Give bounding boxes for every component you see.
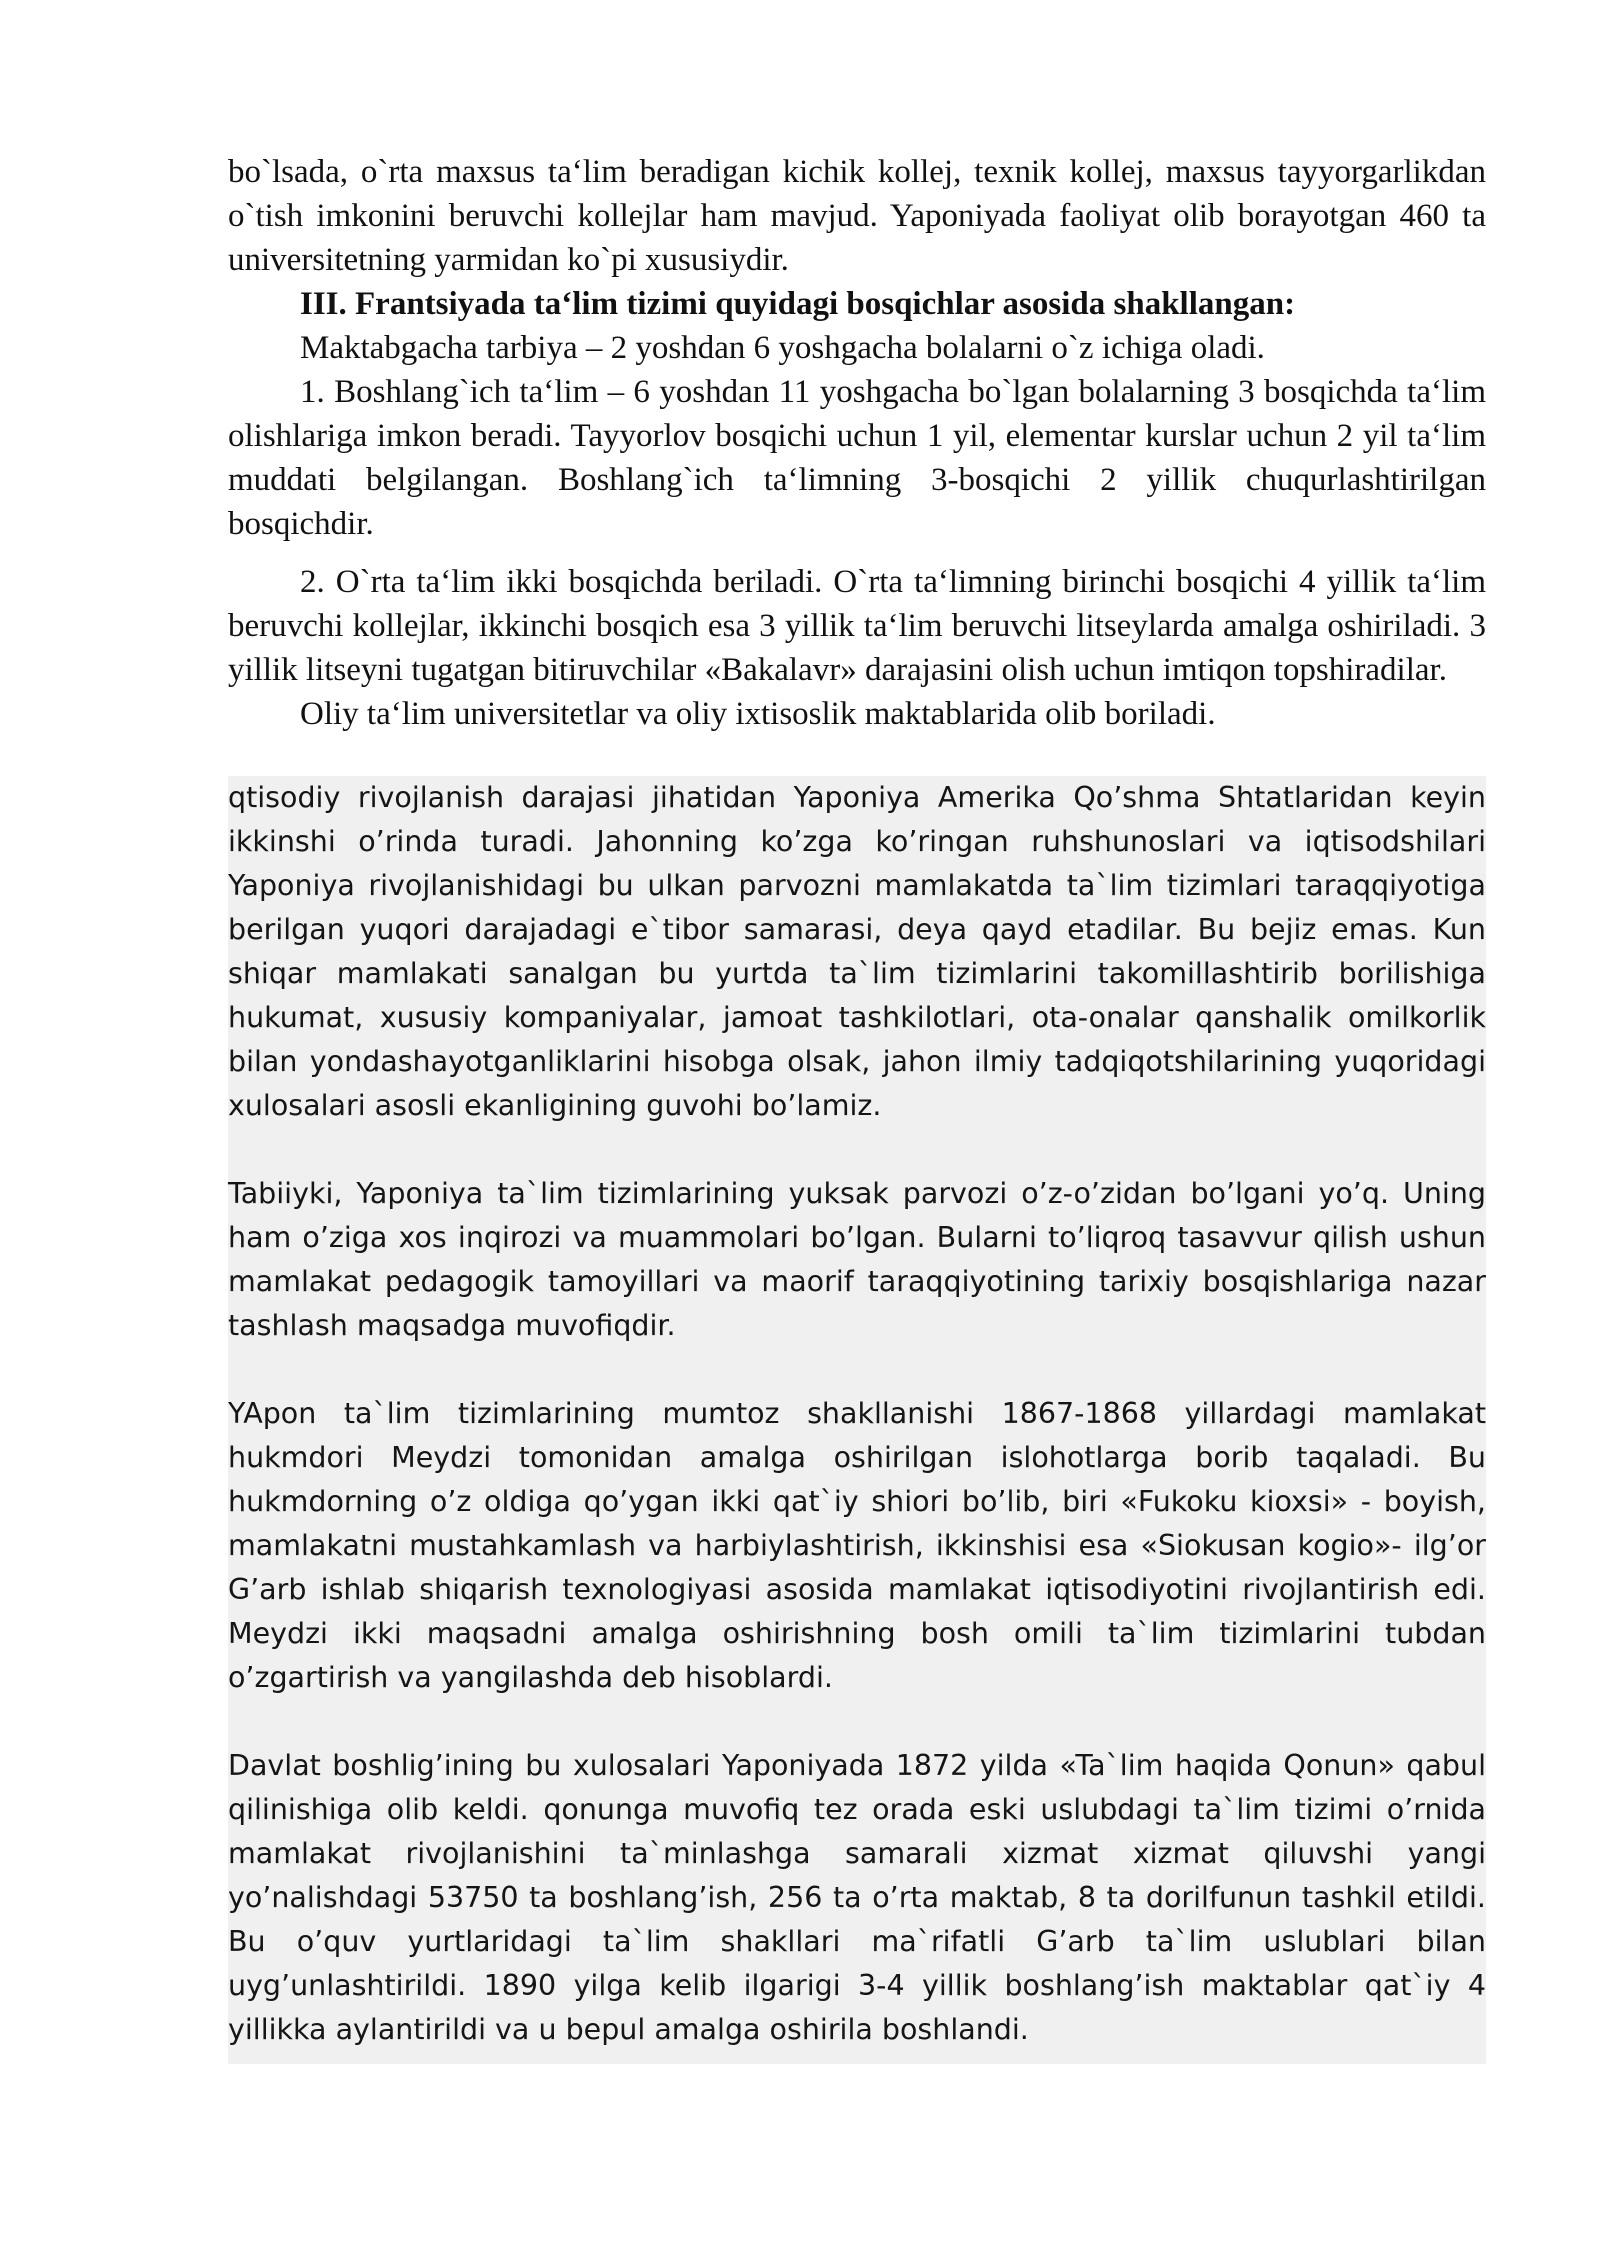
paragraph-secondary-education: 2. O`rta ta‘lim ikki bosqichda beriladi. O`rta ta‘limning birinchi bosqichi 4 yillik ta‘lim beruvchi kollejlar, ikkinchi bosqich esa 3 yillik ta‘lim beruvchi litseylarda amalga oshiriladi. 3 yillik litseyni tugatgan bitiruvchilar «Bakalavr» darajasini olish uchun imtiqon topshiradilar.: [228, 564, 1486, 688]
paragraph-meiji-reforms: YApon ta`lim tizimlarining mumtoz shakllanishi 1867-1868 yillardagi mamlakat hukmdori Meydzi tomonidan amalga oshirilgan islohotlarga borib taqaladi. Bu hukmdorning o’z oldiga qo’ygan ikki qat`iy shiori bo’lib, biri «Fukoku kioxsi» - boyish, mamlakatni mustahkamlash va harbiylashtirish, ikkinshisi esa «Siokusan kogio»- ilg’or G’arb ishlab shiqarish texnologiyasi asosida mamlakat iqtisodiyotini rivojlantirish edi. Meydzi ikki maqsadni amalga oshirishning bosh omili ta`lim tizimlarini tubdan o’zgartirish va yangilashda deb hisoblardi.: [228, 1397, 1486, 1694]
document-page: [228, 150, 1486, 2064]
paragraph-japan-crisis: Tabiiyki, Yaponiya ta`lim tizimlarining yuksak parvozi o’z-o’zidan bo’lgani yo’q. Uning ham o’ziga xos inqirozi va muammolari bo’lgan. Bularni to’liqroq tasavvur qilish ushun mamlakat pedagogik tamoyillari va maorif taraqqiyotining tarixiy bosqishlariga nazar tashlash maqsadga muvofiqdir.: [228, 1177, 1486, 1342]
section-heading-france: III. Frantsiyada ta‘lim tizimi quyidagi bosqichlar asosida shakllangan:: [300, 286, 1296, 322]
shaded-text-section: [228, 776, 1486, 2064]
paragraph-japan-economy: qtisodiy rivojlanish darajasi jihatidan Yaponiya Amerika Qo’shma Shtatlaridan keyin ikkinshi o’rinda turadi. Jahonning ko’zga ko’ringan ruhshunoslari va iqtisodshilari Yaponiya rivojlanishidagi bu ulkan parvozni mamlakatda ta`lim tizimlari taraqqiyotiga berilgan yuqori darajadagi e`tibor samarasi, deya qayd etadilar. Bu bejiz emas. Kun shiqar mamlakati sanalgan bu yurtda ta`lim tizimlarini takomillashtirib borilishiga hukumat, xususiy kompaniyalar, jamoat tashkilotlari, ota-onalar qanshalik omilkorlik bilan yondashayotganliklarini hisobga olsak, jahon ilmiy tadqiqotshilarining yuqoridagi xulosalari asosli ekanligining guvohi bo’lamiz.: [228, 781, 1486, 1122]
paragraph-preschool: Maktabgacha tarbiya – 2 yoshdan 6 yoshgacha bolalarni o`z ichiga oladi.: [300, 330, 1265, 366]
paragraph-colleges: bo`lsada, o`rta maxsus ta‘lim beradigan kichik kollej, texnik kollej, maxsus tayyorgarlikdan o`tish imkonini beruvchi kollejlar ham mavjud. Yaponiyada faoliyat olib borayotgan 460 ta universitetning yarmidan ko`pi xususiydir.: [228, 154, 1486, 278]
serif-text-section: [228, 150, 1486, 736]
paragraph-education-law: Davlat boshlig’ining bu xulosalari Yaponiyada 1872 yilda «Ta`lim haqida Qonun» qabul qilinishiga olib keldi. qonunga muvofiq tez orada eski uslubdagi ta`lim tizimi o’rnida mamlakat rivojlanishini ta`minlashga samarali xizmat xizmat qiluvshi yangi yo’nalishdagi 53750 ta boshlang’ish, 256 ta o’rta maktab, 8 ta dorilfunun tashkil etildi. Bu o’quv yurtlaridagi ta`lim shakllari ma`rifatli G’arb ta`lim uslublari bilan uyg’unlashtirildi. 1890 yilga kelib ilgarigi 3-4 yillik boshlang’ish maktablar qat`iy 4 yillikka aylantirildi va u bepul amalga oshirila boshlandi.: [228, 1749, 1486, 2046]
paragraph-higher-education: Oliy ta‘lim universitetlar va oliy ixtisoslik maktablarida olib boriladi.: [300, 696, 1216, 732]
paragraph-primary-education: 1. Boshlang`ich ta‘lim – 6 yoshdan 11 yoshgacha bo`lgan bolalarning 3 bosqichda ta‘lim olishlariga imkon beradi. Tayyorlov bosqichi uchun 1 yil, elementar kurslar uchun 2 yil ta‘lim muddati belgilangan. Boshlang`ich ta‘limning 3-bosqichi 2 yillik chuqurlashtirilgan bosqichdir.: [228, 374, 1486, 542]
